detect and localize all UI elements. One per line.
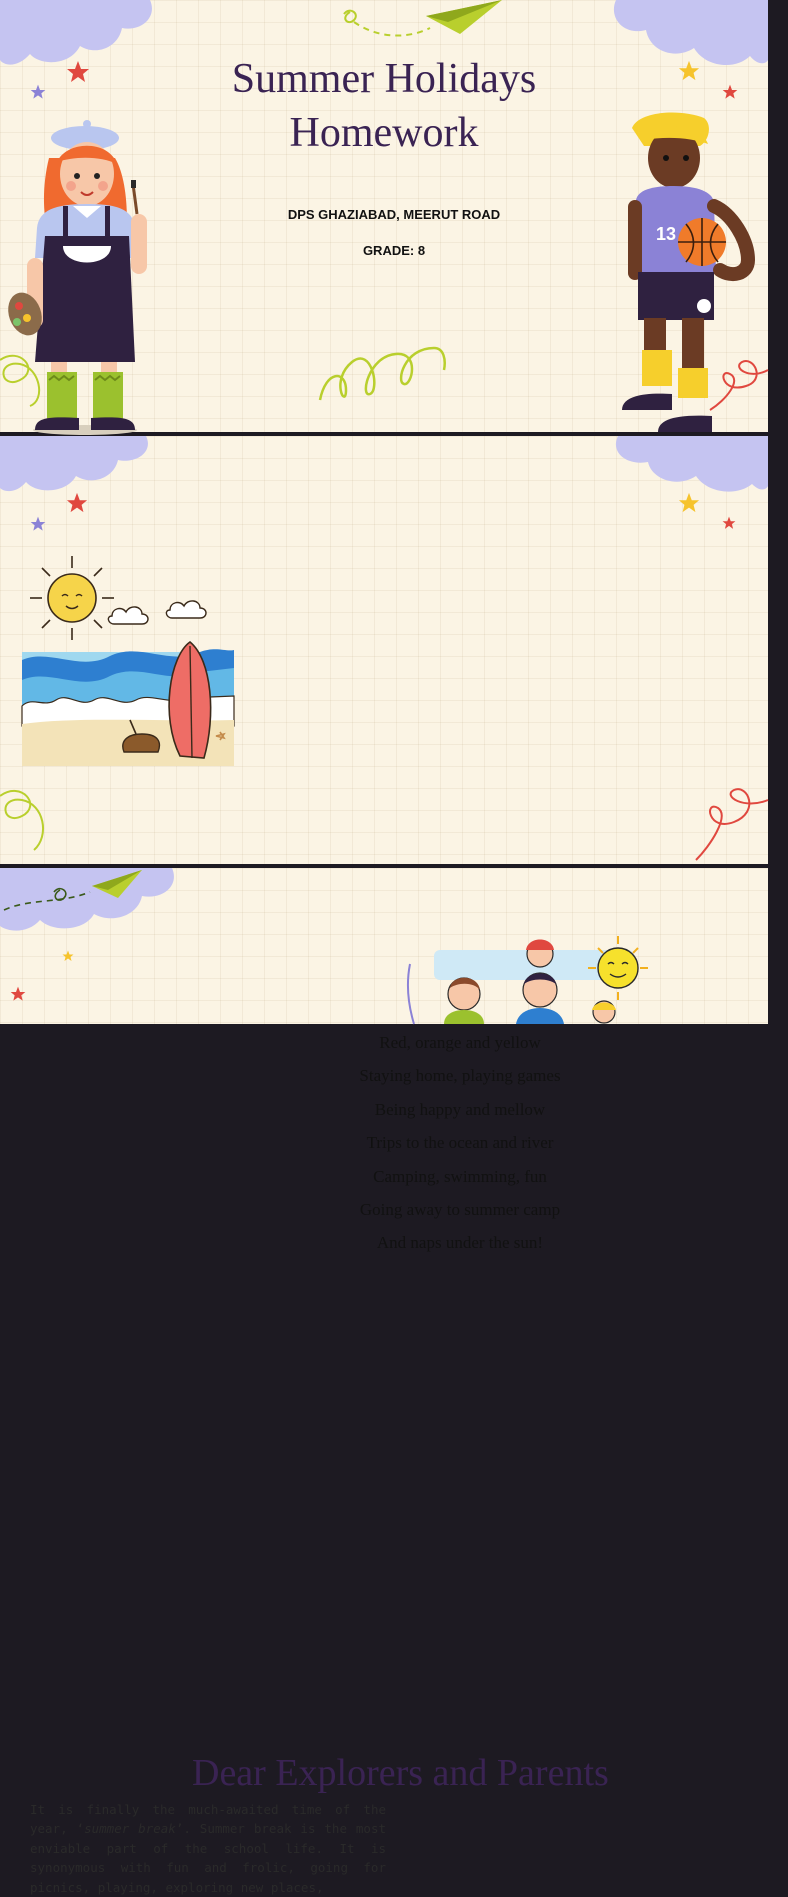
title-line-2: Homework (289, 110, 479, 156)
star-icon (30, 516, 46, 532)
poem (300, 1026, 620, 1260)
letter-title: Dear Explorers and Parents (192, 1752, 609, 1794)
title-line-1: Summer Holidays (231, 56, 537, 102)
jersey-number: 13 (656, 224, 677, 244)
paper-plane-icon (0, 868, 150, 918)
poem-line: Camping, swimming, fun (373, 1166, 547, 1186)
beach-illustration (20, 556, 236, 766)
poem-line: Staying home, playing games (359, 1066, 561, 1086)
kids-illustration (404, 934, 654, 1024)
star-icon (66, 492, 88, 514)
star-icon (10, 986, 26, 1002)
paper-plane-icon (330, 0, 510, 50)
squiggle-doodle (0, 350, 50, 410)
letter-body (30, 1800, 386, 1897)
star-icon (722, 516, 736, 530)
cloud-top-left (0, 436, 154, 498)
letter-start: It is finally the much-awaited time of the year, ‘ (30, 1802, 386, 1837)
letter-emphasis: summer break (84, 1821, 176, 1837)
squiggle-doodle (690, 776, 768, 866)
star-icon (678, 492, 700, 514)
poem-line: Being happy and mellow (374, 1099, 546, 1119)
letter-rest: ’. Summer break is the most enviable part of the school life. It is synonymous with fun and frolic, going for picnics, playing, exploring new places, (30, 1821, 387, 1895)
poem-line: Trips to the ocean and river (366, 1133, 554, 1153)
poem-line: And naps under the sun! (376, 1233, 544, 1253)
school-name: DPS GHAZIABAD, MEERUT ROAD (287, 207, 501, 222)
squiggle-doodle (706, 350, 768, 420)
grade-label: GRADE: 8 (362, 243, 426, 258)
poem-line: Red, orange and yellow (379, 1033, 541, 1052)
squiggle-doodle (316, 340, 448, 408)
slide-title (0, 0, 768, 432)
star-icon (62, 950, 74, 962)
poem-line: Going away to summer camp (359, 1199, 561, 1219)
slide-poem (0, 436, 768, 1253)
squiggle-doodle (0, 776, 56, 856)
